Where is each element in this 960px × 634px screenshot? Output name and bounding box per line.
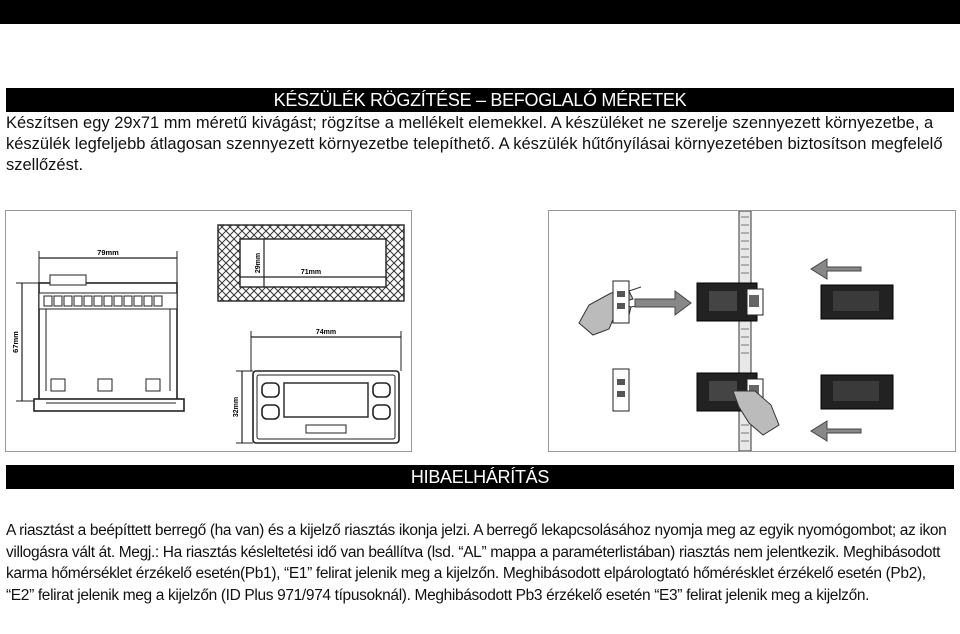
- clip-illustration-2: [613, 369, 629, 411]
- clip-illustration-1: [613, 281, 629, 323]
- dimensions-figure: [5, 210, 412, 452]
- panel-cutout: [218, 225, 404, 301]
- dim-panel-width: 74mm: [315, 329, 337, 336]
- installation-figure: [548, 210, 956, 452]
- device-inserted-top: [697, 283, 763, 321]
- device-front-panel: [253, 371, 399, 443]
- dim-cutout-width: 71mm: [300, 269, 322, 276]
- dim-cutout-height: 29mm: [255, 252, 262, 274]
- dim-height: 67mm: [11, 331, 20, 353]
- dim-front-width: 79mm: [97, 248, 119, 257]
- troubleshoot-section-heading: HIBAELHÁRÍTÁS: [6, 465, 954, 489]
- device-front-view-bottom: [821, 375, 893, 409]
- dim-panel-height: 32mm: [233, 396, 240, 418]
- mount-section-paragraph: Készítsen egy 29x71 mm méretű kivágást; rögzítse a mellékelt elemekkel. A készüléket ne szerelje szennyezett környezetbe, a készülék legfeljebb átlagosan szennyezett környezetbe telepíthető. A készülék hűtőnyílásai környezetében biztosítson megfelelő szellőzést.: [6, 114, 943, 174]
- troubleshoot-section-paragraph: A riasztást a beépíttett berregő (ha van) és a kijelző riasztás ikonja jelzi. A berregő lekapcsolásához nyomja meg az egyik nyomógombot; az ikon villogásra vált át. Megj.: Ha riasztás késleltetési idő van beállítva (lsd. “AL” mappa a paraméterlistában) riasztás nem jelentkezik. Meghibásodott karma hőmérséklet érzékelő esetén(Pb1), “E1” felirat jelenik meg a kijelzőn. Meghibásodott elpárologtató hőmérésklet érzékelő esetén (Pb2), “E2” felirat jelenik meg a kijelzőn (ID Plus 971/974 típusoknál). Meghibásodott Pb3 érzékelő esetén “E3” felirat jelenik meg a kijelzőn.: [6, 522, 947, 604]
- arrow-right-icon: [635, 291, 691, 315]
- arrow-left-icon: [811, 259, 861, 279]
- mount-section-heading: KÉSZÜLÉK RÖGZÍTÉSE – BEFOGLALÓ MÉRETEK: [6, 88, 954, 112]
- arrow-left-icon-2: [811, 421, 861, 441]
- top-black-bar: [0, 0, 960, 24]
- hand-push-illustration: [579, 287, 641, 335]
- device-side-view: [34, 275, 184, 411]
- device-front-view-top: [821, 285, 893, 319]
